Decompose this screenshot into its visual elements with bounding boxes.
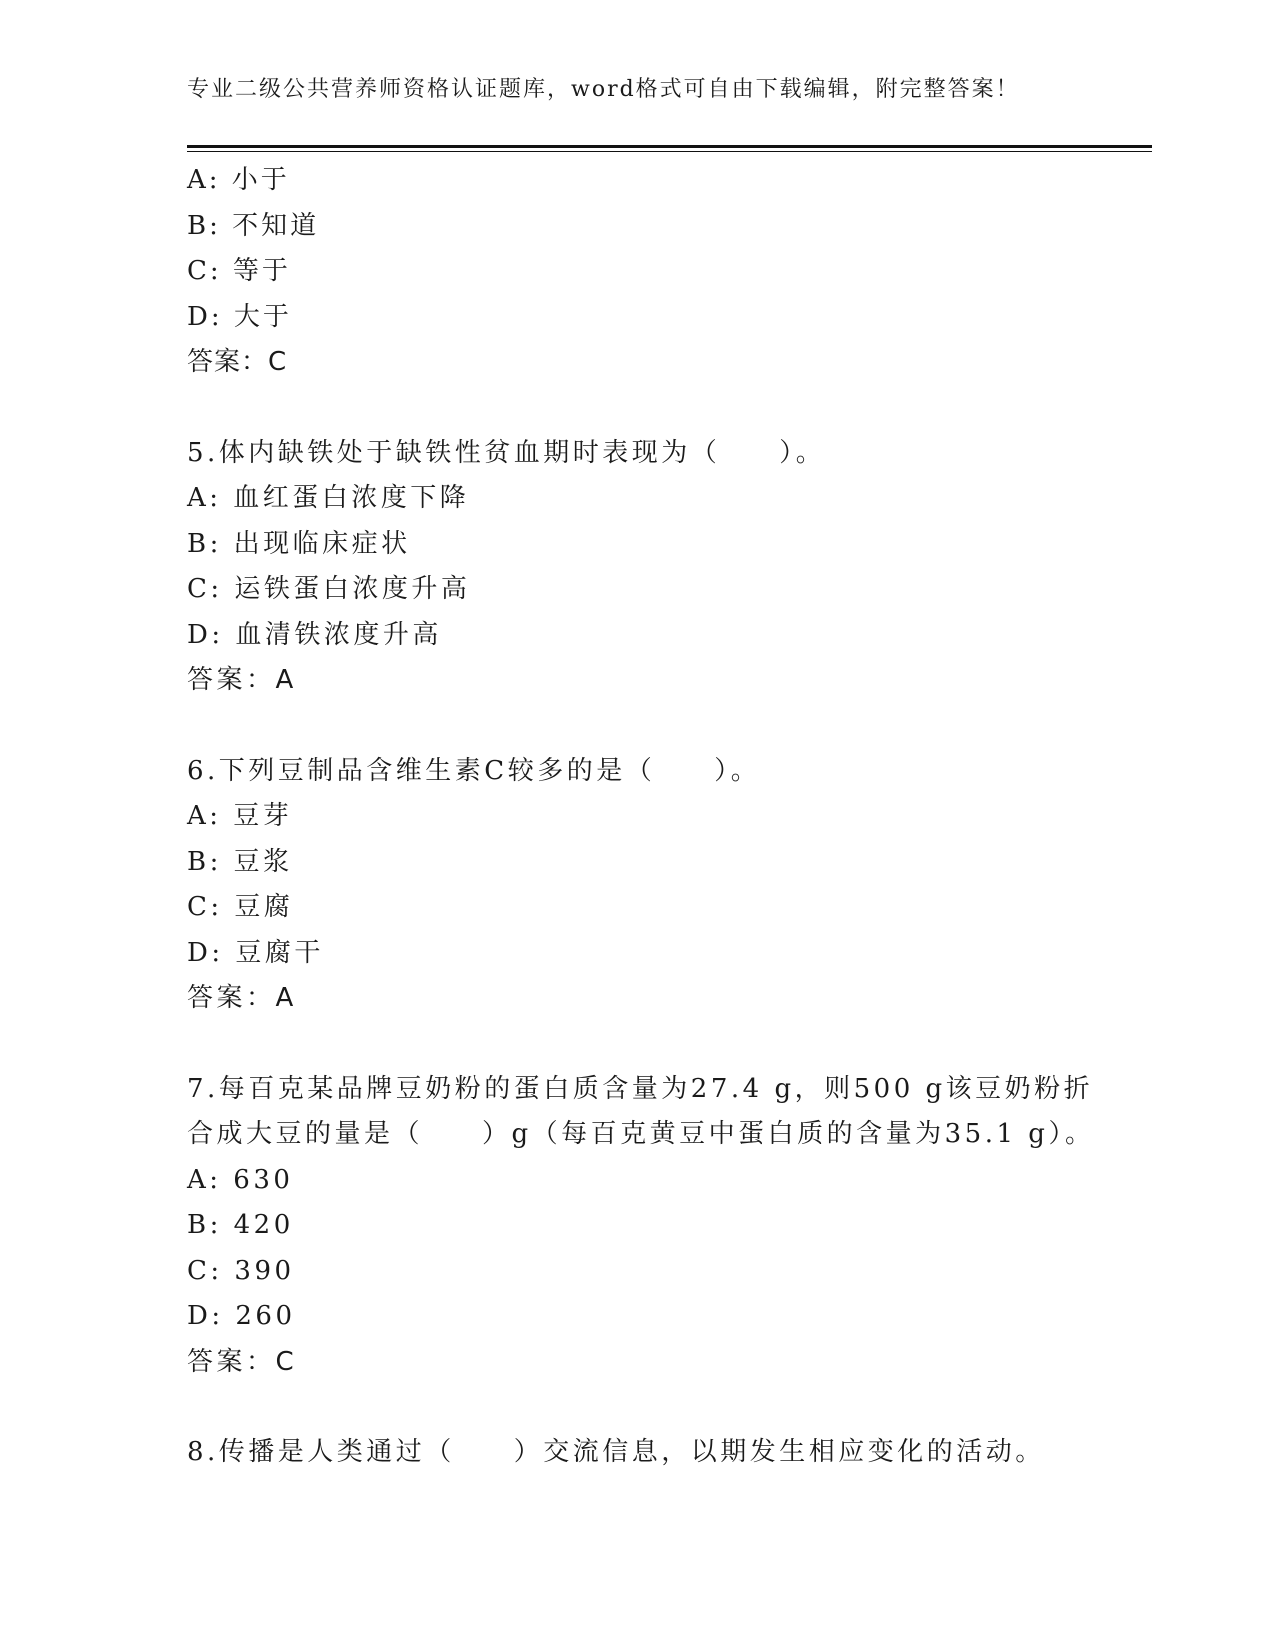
question-text: 5.体内缺铁处于缺铁性贫血期时表现为（ ）。 <box>187 437 826 468</box>
question-block <box>187 1430 1087 1476</box>
question-block <box>187 158 1087 386</box>
option-d: D: 豆腐干 <box>187 937 324 968</box>
option-c: C: 390 <box>187 1255 295 1286</box>
question-text: 6.下列豆制品含维生素C较多的是（ ）。 <box>187 755 761 786</box>
option-d: D: 大于 <box>187 301 292 332</box>
option-a: A: 小于 <box>187 165 290 195</box>
page-header: 专业二级公共营养师资格认证题库，word格式可自由下载编辑，附完整答案！ <box>187 77 1020 102</box>
answer: 答案：A <box>187 665 297 695</box>
option-d: D: 260 <box>187 1301 296 1331</box>
header-rule-thick <box>187 145 1152 148</box>
question-text: 合成大豆的量是（ ）g（每百克黄豆中蛋白质的含量为35.1 g）。 <box>187 1119 1095 1149</box>
option-a: A: 豆芽 <box>187 801 293 831</box>
option-c: C: 运铁蛋白浓度升高 <box>187 574 471 604</box>
option-b: B: 不知道 <box>187 210 320 241</box>
question-block <box>187 431 1087 704</box>
option-b: B: 豆浆 <box>187 846 293 877</box>
option-b: B: 420 <box>187 1210 294 1240</box>
question-block <box>187 749 1087 1022</box>
option-a: A: 630 <box>187 1164 294 1195</box>
answer: 答案：A <box>187 983 297 1013</box>
question-list <box>187 158 1095 1476</box>
option-c: C: 等于 <box>187 256 291 286</box>
option-d: D: 血清铁浓度升高 <box>187 619 442 650</box>
question-block <box>187 1067 1095 1386</box>
option-c: C: 豆腐 <box>187 892 294 922</box>
header-rule-thin <box>187 151 1152 152</box>
option-b: B: 出现临床症状 <box>187 528 411 559</box>
answer: 答案：C <box>187 1346 298 1377</box>
question-text: 7.每百克某品牌豆奶粉的蛋白质含量为27.4 g，则500 g该豆奶粉折 <box>187 1073 1094 1104</box>
answer: 答案：C <box>187 347 288 377</box>
option-a: A: 血红蛋白浓度下降 <box>187 483 470 513</box>
question-text: 8.传播是人类通过（ ）交流信息，以期发生相应变化的活动。 <box>187 1437 1045 1467</box>
